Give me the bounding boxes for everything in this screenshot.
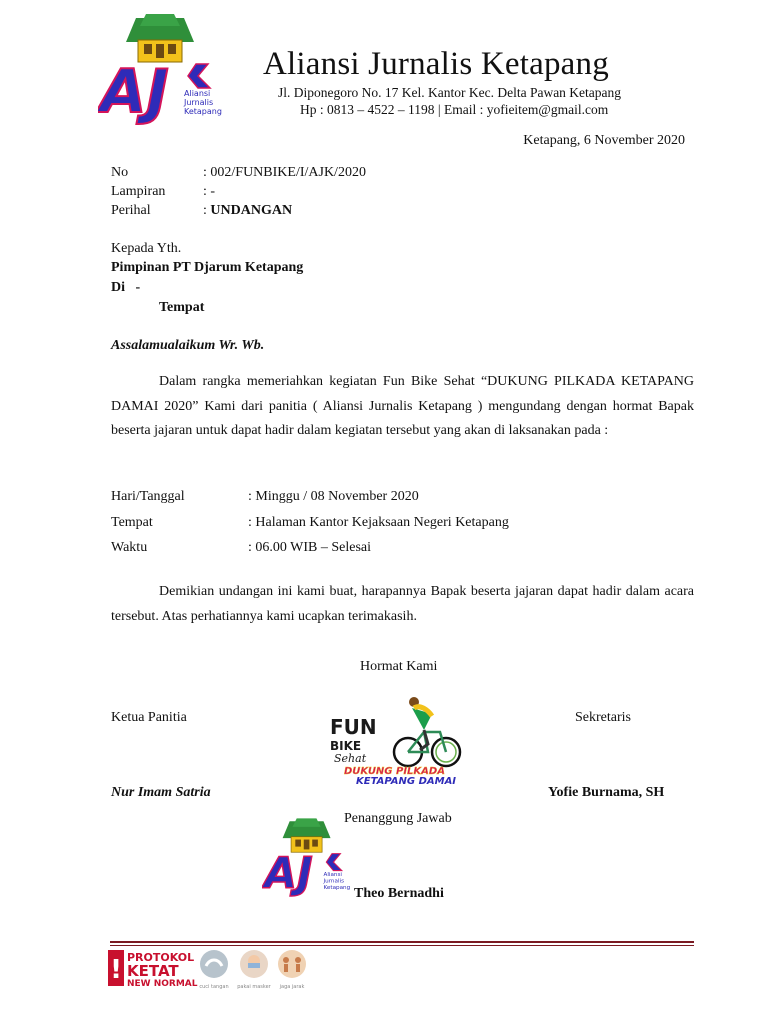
closing-text: Hormat Kami [360, 659, 438, 674]
paragraph-invitation-text: Dalam rangka memeriahkan kegiatan Fun Bike Sehat “DUKUNG PILKADA KETAPANG DAMAI 2020” Kami dari panitia ( Aliansi Jurnalis Ketapang ) mengundang dengan hormat Bapak beserta jajaran untuk dapat hadir dalam kegiatan tersebut yang akan di laksanakan pada : [111, 374, 694, 438]
logo-small-line-2: Jurnalis [323, 878, 345, 885]
logo-line-1: Aliansi [184, 89, 211, 98]
event-place-value: : Halaman Kantor Kejaksaan Negeri Ketapang [248, 515, 509, 530]
date-place: Ketapang, 6 November 2020 [523, 133, 685, 148]
recipient-name: Pimpinan PT Djarum Ketapang [111, 260, 304, 275]
funbike-line-4: DUKUNG PILKADA [344, 766, 445, 777]
svg-text:!: ! [110, 955, 122, 985]
logo-small-letters: AJ [264, 848, 313, 898]
meta-no-value: : 002/FUNBIKE/I/AJK/2020 [203, 165, 366, 180]
org-name: Aliansi Jurnalis Ketapang [263, 46, 609, 82]
meta-lampiran-label: Lampiran [111, 184, 166, 199]
funbike-line-2: BIKE [330, 739, 362, 753]
house-icon [283, 818, 331, 852]
logo-small-line-1: Aliansi [323, 872, 342, 879]
event-place-label: Tempat [111, 515, 153, 530]
signature-center-name: Theo Bernadhi [354, 886, 444, 901]
event-date-label: Hari/Tanggal [111, 489, 185, 504]
signature-center-role: Penanggung Jawab [344, 811, 452, 826]
meta-perihal-value [203, 202, 292, 220]
icon-caption-2: pakai masker [237, 984, 271, 990]
k-chevron-icon [326, 854, 342, 871]
meta-perihal-colon: : [203, 203, 211, 218]
funbike-line-5: KETAPANG DAMAI [356, 776, 457, 786]
meta-perihal-label: Perihal [111, 203, 151, 218]
logo-letters: AJ [100, 57, 169, 127]
salutation: Assalamualaikum Wr. Wb. [111, 338, 265, 353]
handwash-icon [200, 950, 228, 978]
protocol-banner [108, 948, 308, 990]
paragraph-closing-text: Demikian undangan ini kami buat, harapannya Bapak beserta jajaran dapat hadir dalam acara tersebut. Atas perhatiannya kami ucapkan terimakasih. [111, 584, 694, 624]
signature-left-name: Nur Imam Satria [111, 785, 211, 800]
signature-right-role: Sekretaris [575, 710, 631, 725]
meta-perihal-subject: UNDANGAN [210, 203, 293, 218]
footer-rule-thick [110, 941, 694, 943]
meta-no-label: No [111, 165, 129, 180]
logo-small-line-3: Ketapang [323, 884, 351, 891]
protocol-line-3: NEW NORMAL [127, 979, 198, 989]
mask-icon [240, 950, 268, 978]
meta-lampiran-value: : - [203, 184, 216, 199]
protocol-line-2: KETAT [127, 962, 179, 980]
org-address: Jl. Diponegoro No. 17 Kel. Kantor Kec. Delta Pawan Ketapang [278, 85, 622, 100]
k-chevron-icon [188, 64, 210, 88]
signature-left-role: Ketua Panitia [111, 710, 187, 725]
distance-icon [278, 950, 306, 978]
logo-line-3: Ketapang [184, 107, 222, 116]
paragraph-closing [111, 580, 694, 629]
recipient-place: Tempat [159, 300, 205, 315]
logo-line-2: Jurnalis [184, 98, 214, 107]
ajk-logo-small [262, 817, 354, 903]
icon-caption-3: jaga jarak [279, 984, 305, 990]
ajk-logo [98, 12, 226, 134]
funbike-logo [328, 694, 476, 786]
footer-rule-thin [110, 945, 694, 946]
paragraph-invitation [111, 370, 694, 444]
signature-right-name: Yofie Burnama, SH [548, 785, 665, 800]
protocol-line-1: PROTOKOL [127, 951, 195, 964]
event-time-label: Waktu [111, 540, 148, 555]
recipient-di: Di - [111, 280, 141, 295]
event-date-value: : Minggu / 08 November 2020 [248, 489, 419, 504]
recipient-greeting: Kepada Yth. [111, 241, 182, 256]
house-icon [126, 14, 194, 62]
funbike-line-1: FUN [330, 715, 377, 739]
org-contact: Hp : 0813 – 4522 – 1198 | Email : yofieitem@gmail.com [300, 102, 609, 117]
funbike-line-3: Sehat [334, 752, 367, 765]
icon-caption-1: cuci tangan [199, 984, 229, 990]
bicycle-icon [394, 697, 460, 766]
event-time-value: : 06.00 WIB – Selesai [248, 540, 372, 555]
